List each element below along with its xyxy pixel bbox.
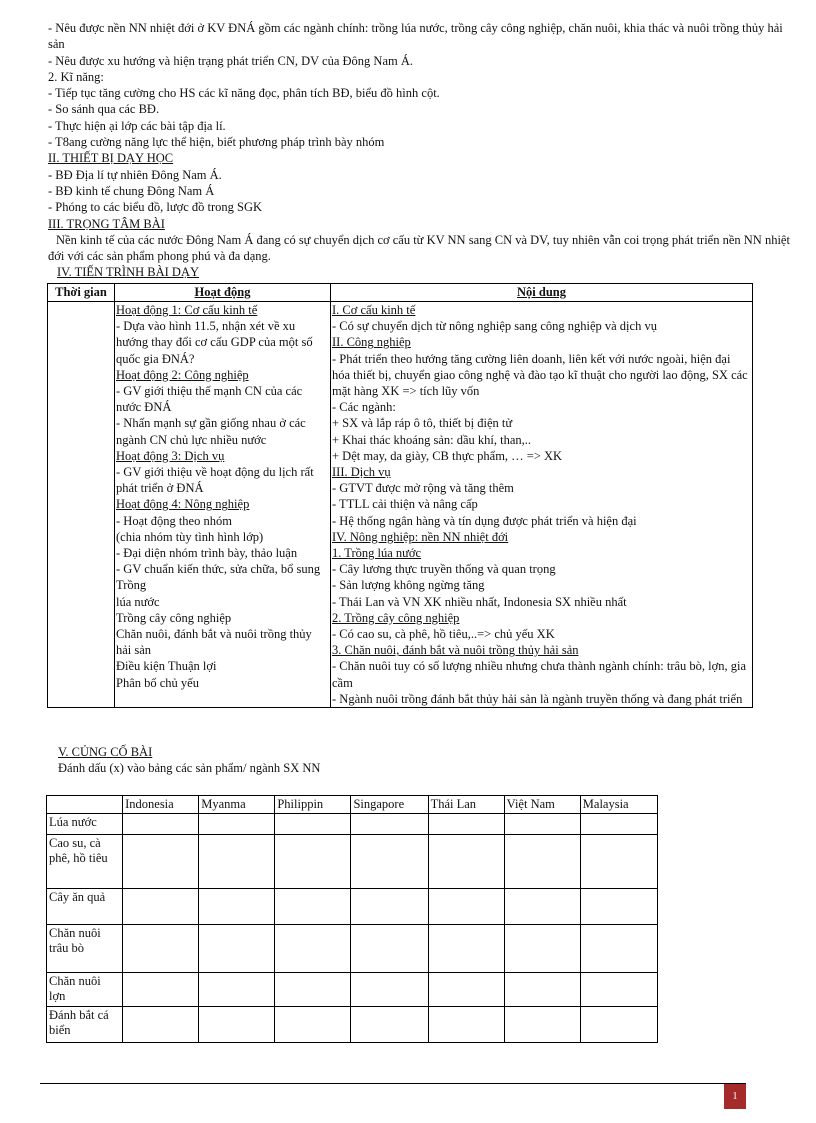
grid-mark-cell[interactable] bbox=[504, 889, 580, 925]
section-title-consolidation: V. CỦNG CỐ BÀI bbox=[58, 745, 153, 759]
activity-line: Chăn nuôi, đánh bắt và nuôi trồng thủy hải sản bbox=[116, 627, 312, 658]
grid-row-label: Chăn nuôi trâu bò bbox=[47, 925, 123, 973]
grid-mark-cell[interactable] bbox=[199, 925, 275, 973]
grid-mark-cell[interactable] bbox=[123, 835, 199, 889]
grid-mark-cell[interactable] bbox=[275, 835, 351, 889]
content-line: - Các ngành: bbox=[332, 400, 396, 415]
grid-header-row bbox=[47, 796, 658, 814]
grid-mark-cell[interactable] bbox=[504, 973, 580, 1007]
grid-mark-cell[interactable] bbox=[123, 973, 199, 1007]
grid-mark-cell[interactable] bbox=[275, 925, 351, 973]
grid-row bbox=[47, 835, 658, 889]
grid-country-header: Philippin bbox=[275, 796, 351, 814]
grid-row bbox=[47, 889, 658, 925]
grid-mark-cell[interactable] bbox=[428, 889, 504, 925]
content-line: I. Cơ cấu kinh tế bbox=[332, 303, 416, 317]
plan-table-row bbox=[48, 302, 753, 708]
activity-line: Hoạt động 2: Công nghiệp bbox=[116, 367, 249, 382]
grid-mark-cell[interactable] bbox=[504, 925, 580, 973]
grid-mark-cell[interactable] bbox=[123, 814, 199, 835]
objective-line: - Nêu được xu hướng và hiện trạng phát triển CN, DV của Đông Nam Á. bbox=[48, 53, 414, 68]
content-line: - Sản lượng không ngừng tăng bbox=[332, 578, 485, 593]
content-line: - Cây lương thực truyền thống và quan trọng bbox=[332, 562, 556, 577]
activity-line: - GV giới thiệu thế mạnh CN của các nước ĐNÁ bbox=[116, 384, 303, 415]
grid-mark-cell[interactable] bbox=[351, 835, 428, 889]
grid-mark-cell[interactable] bbox=[123, 925, 199, 973]
section-title-procedure: IV. TIẾN TRÌNH BÀI DẠY bbox=[57, 265, 200, 280]
activity-line: Trồng cây công nghiệp bbox=[116, 610, 232, 625]
grid-mark-cell[interactable] bbox=[199, 973, 275, 1007]
activity-line: - GV giới thiệu về hoạt động du lịch rất phát triển ở ĐNÁ bbox=[116, 465, 314, 496]
header-activity: Hoạt động bbox=[115, 284, 331, 302]
activity-line: lúa nước bbox=[116, 594, 160, 609]
content-line: 1. Trồng lúa nước bbox=[332, 546, 422, 561]
activity-line: Phân bố chủ yếu bbox=[116, 675, 199, 690]
grid-row bbox=[47, 814, 658, 835]
content-line: - Phát triển theo hướng tăng cường liên doanh, liên kết với nước ngoài, hiện đại hóa thiết bị, chuyển giao công nghệ và đào tạo kĩ thuật cho người lao động, SX các mặt hàng XK => tích lũy vốn bbox=[332, 351, 748, 399]
grid-mark-cell[interactable] bbox=[351, 925, 428, 973]
grid-mark-cell[interactable] bbox=[199, 889, 275, 925]
consolidation-instruction: Đánh dấu (x) vào bảng các sản phẩm/ ngành SX NN bbox=[58, 761, 321, 775]
grid-mark-cell[interactable] bbox=[428, 925, 504, 973]
activity-line: Hoạt động 3: Dịch vụ bbox=[116, 448, 225, 463]
content-line: - Có cao su, cà phê, hồ tiêu,..=> chủ yếu XK bbox=[332, 627, 555, 642]
grid-mark-cell[interactable] bbox=[275, 814, 351, 835]
grid-mark-cell[interactable] bbox=[351, 1007, 428, 1043]
skills-heading: 2. Kĩ năng: bbox=[48, 69, 104, 84]
grid-mark-cell[interactable] bbox=[351, 814, 428, 835]
activity-line: Hoạt động 4: Nông nghiệp bbox=[116, 497, 250, 512]
content-line: 3. Chăn nuôi, đánh bắt và nuôi trồng thủy hải sản bbox=[332, 643, 579, 658]
activity-line: Hoạt động 1: Cơ cấu kinh tế bbox=[116, 303, 258, 317]
grid-country-header: Việt Nam bbox=[504, 796, 580, 814]
content-line: + Dệt may, da giày, CB thực phẩm, … => XK bbox=[332, 448, 563, 463]
activity-line: - Dựa vào hình 11.5, nhận xét về xu hướng thay đổi cơ cấu GDP của một số quốc gia ĐNÁ? bbox=[116, 319, 313, 366]
content-line: - Ngành nuôi trồng đánh bắt thủy hải sản là ngành truyền thống và đang phát triển bbox=[332, 691, 743, 706]
grid-mark-cell[interactable] bbox=[199, 814, 275, 835]
content-line: IV. Nông nghiệp: nền NN nhiệt đới bbox=[332, 529, 509, 544]
content-line: - Có sự chuyển dịch từ nông nghiệp sang công nghiệp và dịch vụ bbox=[332, 319, 657, 334]
grid-mark-cell[interactable] bbox=[428, 814, 504, 835]
grid-country-header: Malaysia bbox=[580, 796, 657, 814]
content-line: 2. Trồng cây công nghiệp bbox=[332, 610, 460, 625]
equipment-line: - BĐ kinh tế chung Đông Nam Á bbox=[48, 183, 215, 198]
grid-mark-cell[interactable] bbox=[351, 973, 428, 1007]
objectives-list bbox=[48, 20, 800, 150]
content-line: + Khai thác khoáng sản: dầu khí, than,.. bbox=[332, 432, 532, 447]
grid-mark-cell[interactable] bbox=[580, 973, 657, 1007]
section-title-equipment: II. THIẾT BỊ DẠY HỌC bbox=[48, 151, 174, 166]
grid-row-label: Lúa nước bbox=[47, 814, 123, 835]
grid-country-header: Thái Lan bbox=[428, 796, 504, 814]
focus-paragraph: Nền kinh tế của các nước Đông Nam Á đang có sự chuyển dịch cơ cấu từ KV NN sang CN và DV, tuy nhiên vẫn coi trọng phát triển nền NN nhiệt đới với các sản phẩm phong phú và đa dạng. bbox=[48, 232, 790, 264]
content-line: + SX và lắp ráp ô tô, thiết bị điện tử bbox=[332, 416, 513, 431]
activity-cell bbox=[115, 302, 331, 708]
grid-mark-cell[interactable] bbox=[428, 835, 504, 889]
objective-line: - T8ang cường năng lực thể hiện, biết phương pháp trình bày nhóm bbox=[48, 135, 385, 150]
grid-mark-cell[interactable] bbox=[199, 835, 275, 889]
grid-country-header: Singapore bbox=[351, 796, 428, 814]
activity-line: - Nhấn mạnh sự gần giống nhau ở các ngành CN chủ lực nhiều nước bbox=[116, 416, 306, 447]
grid-mark-cell[interactable] bbox=[580, 814, 657, 835]
grid-corner-cell bbox=[47, 796, 123, 814]
footer-divider bbox=[40, 1083, 746, 1084]
grid-mark-cell[interactable] bbox=[199, 1007, 275, 1043]
grid-mark-cell[interactable] bbox=[504, 1007, 580, 1043]
grid-mark-cell[interactable] bbox=[504, 814, 580, 835]
activity-line: Trồng bbox=[116, 578, 147, 593]
time-cell bbox=[48, 302, 115, 708]
grid-mark-cell[interactable] bbox=[275, 973, 351, 1007]
equipment-line: - Phóng to các biểu đồ, lược đồ trong SGK bbox=[48, 200, 263, 215]
page-number-badge: 1 bbox=[724, 1084, 746, 1109]
header-time: Thời gian bbox=[48, 284, 115, 302]
grid-mark-cell[interactable] bbox=[580, 889, 657, 925]
grid-country-header: Myanma bbox=[199, 796, 275, 814]
objective-line: - So sánh qua các BĐ. bbox=[48, 102, 160, 117]
content-line: - Chăn nuôi tuy có số lượng nhiều nhưng chưa thành ngành chính: trâu bò, lợn, gia cầm bbox=[332, 659, 747, 690]
grid-mark-cell[interactable] bbox=[580, 835, 657, 889]
activity-line: Điều kiện Thuận lợi bbox=[116, 659, 217, 674]
lesson-intro bbox=[48, 20, 800, 281]
content-line: - Thái Lan và VN XK nhiều nhất, Indonesia SX nhiều nhất bbox=[332, 594, 627, 609]
section-title-focus: III. TRỌNG TÂM BÀI bbox=[48, 216, 165, 231]
grid-mark-cell[interactable] bbox=[580, 925, 657, 973]
plan-table-header-row bbox=[48, 284, 753, 302]
grid-mark-cell[interactable] bbox=[580, 1007, 657, 1043]
consolidation-section bbox=[58, 744, 758, 776]
objective-line: - Tiếp tục tăng cường cho HS các kĩ năng đọc, phân tích BĐ, biểu đồ hình cột. bbox=[48, 86, 440, 101]
header-content: Nội dung bbox=[331, 284, 753, 302]
objective-line: - Thực hiện ại lớp các bài tập địa lí. bbox=[48, 118, 226, 133]
content-line: - GTVT được mở rộng và tăng thêm bbox=[332, 481, 514, 496]
grid-mark-cell[interactable] bbox=[123, 889, 199, 925]
grid-mark-cell[interactable] bbox=[428, 1007, 504, 1043]
content-line: II. Công nghiệp bbox=[332, 335, 411, 350]
equipment-line: - BĐ Địa lí tự nhiên Đông Nam Á. bbox=[48, 167, 222, 182]
grid-mark-cell[interactable] bbox=[275, 889, 351, 925]
activity-line: - Hoạt động theo nhóm bbox=[116, 513, 232, 528]
grid-mark-cell[interactable] bbox=[351, 889, 428, 925]
content-line: - TTLL cải thiện và nâng cấp bbox=[332, 497, 478, 512]
grid-row-label: Cây ăn quả bbox=[47, 889, 123, 925]
grid-row-label: Đánh bắt cá biển bbox=[47, 1007, 123, 1043]
objective-line: - Nêu được nền NN nhiệt đới ở KV ĐNÁ gồm các ngành chính: trồng lúa nước, trồng cây công nghiệp, chăn nuôi, khia thác và nuôi trồng thủy hải sản bbox=[48, 21, 783, 52]
grid-country-header: Indonesia bbox=[123, 796, 199, 814]
activity-line: - Đại diện nhóm trình bày, thảo luận bbox=[116, 546, 298, 561]
content-line: - Hệ thống ngân hàng và tín dụng được phát triển và hiện đại bbox=[332, 513, 637, 528]
content-line: III. Dịch vụ bbox=[332, 465, 391, 480]
grid-mark-cell[interactable] bbox=[275, 1007, 351, 1043]
product-country-grid bbox=[46, 795, 658, 1043]
grid-row-label: Cao su, cà phê, hồ tiêu bbox=[47, 835, 123, 889]
content-cell bbox=[331, 302, 753, 708]
grid-row-label: Chăn nuôi lợn bbox=[47, 973, 123, 1007]
lesson-plan-table bbox=[47, 283, 753, 708]
grid-row bbox=[47, 1007, 658, 1043]
grid-mark-cell[interactable] bbox=[123, 1007, 199, 1043]
grid-row bbox=[47, 973, 658, 1007]
grid-mark-cell[interactable] bbox=[504, 835, 580, 889]
activity-line: (chia nhóm tùy tình hình lớp) bbox=[116, 529, 264, 544]
activity-line: - GV chuẩn kiến thức, sửa chữa, bổ sung bbox=[116, 562, 321, 577]
grid-row bbox=[47, 925, 658, 973]
grid-mark-cell[interactable] bbox=[428, 973, 504, 1007]
